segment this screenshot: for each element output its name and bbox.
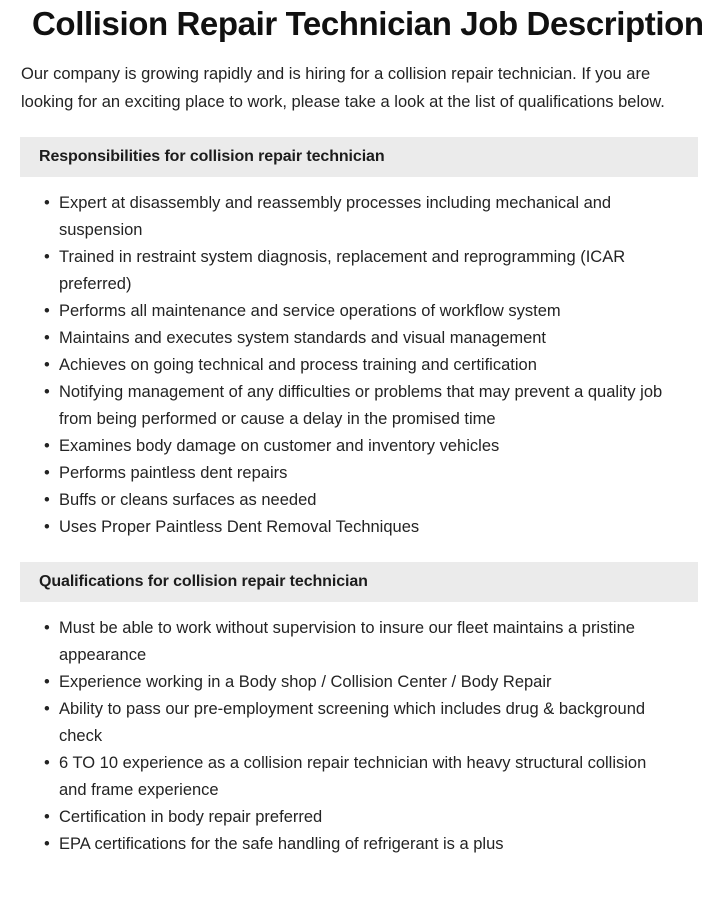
section-header <box>20 562 698 602</box>
bullet-dot-icon: • <box>44 619 50 637</box>
list-item <box>0 298 696 325</box>
list-item <box>0 487 696 514</box>
list-item <box>0 379 696 433</box>
list-item-text: Certification in body repair preferred <box>59 808 323 826</box>
page-title: Collision Repair Technician Job Description <box>32 5 704 42</box>
bullet-list <box>0 602 720 858</box>
list-item-text: 6 TO 10 experience as a collision repair technician with heavy structural collision and frame experience <box>59 754 647 799</box>
list-item <box>0 325 696 352</box>
list-item-text: Uses Proper Paintless Dent Removal Techniques <box>59 518 420 536</box>
section-header <box>20 137 698 177</box>
list-item-text: Ability to pass our pre-employment screening which includes drug & background check <box>59 700 646 745</box>
bullet-dot-icon: • <box>44 491 50 509</box>
list-item-text: Achieves on going technical and process training and certification <box>59 356 537 374</box>
list-item-text: Trained in restraint system diagnosis, replacement and reprogramming (ICAR preferred) <box>59 248 626 293</box>
bullet-dot-icon: • <box>44 194 50 212</box>
sections-container <box>0 137 720 858</box>
section-heading-label: Qualifications for collision repair technician <box>39 573 368 590</box>
list-item-text: Buffs or cleans surfaces as needed <box>59 491 317 509</box>
list-item <box>0 433 696 460</box>
list-item <box>0 615 696 669</box>
bullet-dot-icon: • <box>44 808 50 826</box>
section <box>0 137 720 541</box>
bullet-dot-icon: • <box>44 673 50 691</box>
list-item <box>0 190 696 244</box>
list-item <box>0 696 696 750</box>
list-item-text: Notifying management of any difficulties or problems that may prevent a quality job from being performed or cause a delay in the promised time <box>59 383 663 428</box>
list-item-text: Experience working in a Body shop / Collision Center / Body Repair <box>59 673 552 691</box>
bullet-dot-icon: • <box>44 700 50 718</box>
bullet-list <box>0 177 720 541</box>
bullet-dot-icon: • <box>44 248 50 266</box>
list-item-text: Must be able to work without supervision to insure our fleet maintains a pristine appearance <box>59 619 635 664</box>
list-item <box>0 460 696 487</box>
bullet-dot-icon: • <box>44 302 50 320</box>
section-heading-label: Responsibilities for collision repair technician <box>39 148 385 165</box>
list-item <box>0 514 696 541</box>
bullet-dot-icon: • <box>44 356 50 374</box>
list-item-text: Performs paintless dent repairs <box>59 464 288 482</box>
bullet-dot-icon: • <box>44 464 50 482</box>
list-item-text: EPA certifications for the safe handling of refrigerant is a plus <box>59 835 504 853</box>
bullet-dot-icon: • <box>44 754 50 772</box>
list-item-text: Maintains and executes system standards and visual management <box>59 329 547 347</box>
list-item <box>0 831 696 858</box>
bullet-dot-icon: • <box>44 437 50 455</box>
list-item <box>0 804 696 831</box>
list-item <box>0 750 696 804</box>
bullet-dot-icon: • <box>44 518 50 536</box>
list-item-text: Performs all maintenance and service operations of workflow system <box>59 302 561 320</box>
intro-paragraph: Our company is growing rapidly and is hiring for a collision repair technician. If you are looking for an exciting place to work, please take a look at the list of qualifications below. <box>21 65 665 111</box>
list-item <box>0 352 696 379</box>
list-item <box>0 669 696 696</box>
list-item-text: Expert at disassembly and reassembly processes including mechanical and suspension <box>59 194 612 239</box>
list-item <box>0 244 696 298</box>
section <box>0 562 720 858</box>
bullet-dot-icon: • <box>44 835 50 853</box>
bullet-dot-icon: • <box>44 383 50 401</box>
bullet-dot-icon: • <box>44 329 50 347</box>
list-item-text: Examines body damage on customer and inventory vehicles <box>59 437 500 455</box>
